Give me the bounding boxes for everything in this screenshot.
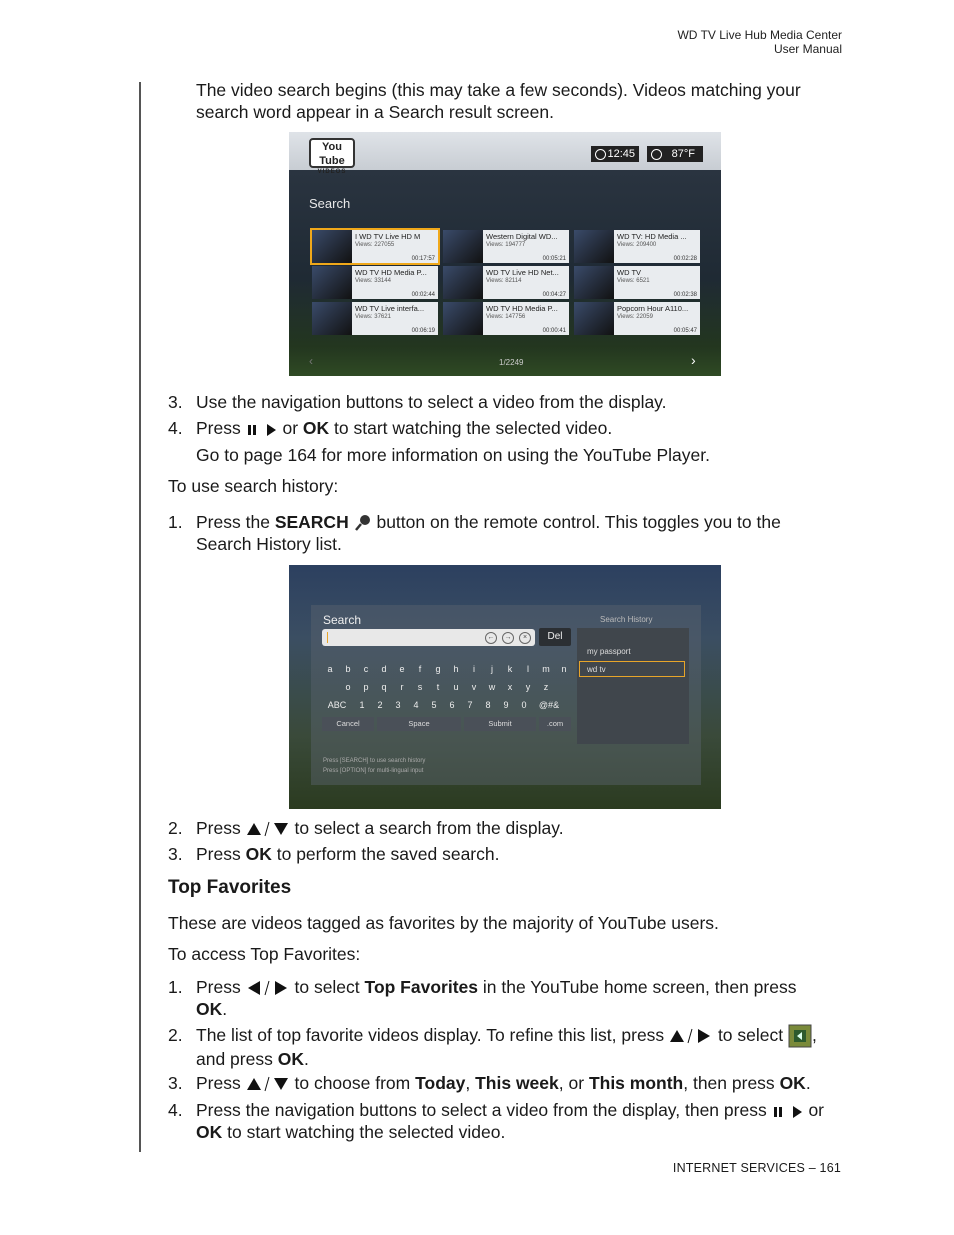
video-duration: 00:02:44 (411, 292, 435, 298)
back-icon[interactable]: ← (485, 632, 497, 644)
history-step-1: Press the SEARCH button on the remote control. This toggles you to the Search History list. (196, 512, 781, 554)
delete-button[interactable]: Del (539, 628, 571, 646)
keyboard-key[interactable]: y (525, 682, 531, 692)
access-intro: To access Top Favorites: (168, 944, 361, 964)
history-title: Search History (600, 615, 653, 624)
keyboard-key[interactable]: d (381, 664, 387, 674)
video-title: WD TV HD Media P... (486, 304, 558, 313)
page-footer: INTERNET SERVICES – 161 (672, 1161, 841, 1175)
video-title: WD TV: HD Media ... (617, 232, 687, 241)
intro-paragraph (196, 79, 801, 123)
cancel-key[interactable]: Cancel (322, 717, 374, 731)
clear-icon[interactable]: × (519, 632, 531, 644)
video-thumbnail (574, 302, 614, 335)
up-down-arrow-icon (246, 1076, 290, 1092)
search-icon (354, 514, 372, 532)
fav-step-4: Press the navigation buttons to select a video from the display, then press or OK to start watching the selected video. (196, 1100, 825, 1142)
keyboard-key[interactable]: b (345, 664, 351, 674)
keyboard-key[interactable]: 8 (485, 700, 491, 710)
prev-page-icon: ‹ (309, 354, 313, 368)
keyboard-key[interactable]: w (488, 682, 496, 692)
header-subtitle: User Manual (773, 42, 842, 56)
video-views: Views: 227055 (355, 242, 395, 248)
search-history-screenshot (289, 565, 721, 809)
forward-icon[interactable]: → (502, 632, 514, 644)
keyboard-key[interactable]: 1 (359, 700, 365, 710)
video-views: Views: 209400 (617, 242, 657, 248)
next-page-icon: › (691, 352, 696, 368)
keyboard-key[interactable]: f (418, 664, 422, 674)
video-duration: 00:05:47 (673, 328, 697, 334)
step-3-text: Use the navigation buttons to select a video from the display. (196, 392, 667, 412)
keyboard-key[interactable]: 0 (521, 700, 527, 710)
search-input[interactable] (322, 629, 535, 646)
intro-line-2: search word appear in a Search result screen. (196, 102, 554, 122)
history-item[interactable]: wd tv (587, 665, 606, 674)
fav-step-3: Press to choose from Today, This week, or This month, then press OK. (196, 1073, 811, 1093)
hint-text: Press [OPTION] for multi-lingual input (323, 768, 424, 774)
margin-rule (139, 82, 141, 1152)
video-duration: 00:04:27 (542, 292, 566, 298)
space-key[interactable]: Space (377, 717, 461, 731)
keyboard-key[interactable]: r (400, 682, 404, 692)
video-views: Views: 22059 (617, 314, 653, 320)
video-views: Views: 33144 (355, 278, 391, 284)
clock-display: 12:45 (591, 146, 639, 162)
video-views: Views: 82114 (486, 278, 522, 284)
video-views: Views: 37621 (355, 314, 391, 320)
step-number: 1. (168, 512, 183, 532)
keyboard-key[interactable]: 4 (413, 700, 419, 710)
video-duration: 00:05:21 (542, 256, 566, 262)
video-thumbnail (312, 230, 352, 263)
step-number: 3. (168, 392, 183, 412)
video-title: WD TV Live HD Net... (486, 268, 559, 277)
keyboard-key[interactable]: o (345, 682, 351, 692)
keyboard-key[interactable]: v (471, 682, 477, 692)
keyboard-key[interactable]: m (542, 664, 550, 674)
up-right-arrow-icon (669, 1028, 713, 1044)
video-duration: 00:02:28 (673, 256, 697, 262)
keyboard-key[interactable]: n (561, 664, 567, 674)
history-step-2: Press to select a search from the display. (196, 818, 564, 838)
video-views: Views: 194777 (486, 242, 526, 248)
video-thumbnail (443, 230, 483, 263)
keyboard-key[interactable]: g (435, 664, 441, 674)
video-tile[interactable] (574, 302, 700, 335)
keyboard-key[interactable]: 7 (467, 700, 473, 710)
clock-icon (595, 149, 606, 160)
video-thumbnail (574, 230, 614, 263)
video-title: Western Digital WD... (486, 232, 558, 241)
history-item[interactable]: my passport (587, 647, 631, 656)
section-description: These are videos tagged as favorites by the majority of YouTube users. (168, 913, 719, 933)
hint-text: Press [SEARCH] to use search history (323, 758, 426, 764)
running-header (677, 28, 842, 56)
sun-icon (651, 149, 662, 160)
left-right-arrow-icon (246, 980, 290, 996)
video-tile[interactable] (443, 230, 569, 263)
keyboard-key[interactable]: e (399, 664, 405, 674)
keyboard-key[interactable]: a (327, 664, 333, 674)
keyboard-key[interactable]: 2 (377, 700, 383, 710)
keyboard-key[interactable]: l (527, 664, 529, 674)
weather-display: 87°F (647, 146, 703, 162)
keyboard-key[interactable]: 3 (395, 700, 401, 710)
keyboard-key[interactable]: @#& (538, 700, 560, 710)
keyboard-key[interactable]: j (491, 664, 493, 674)
submit-key[interactable]: Submit (464, 717, 536, 731)
video-title: WD TV Live interfa... (355, 304, 425, 313)
video-duration: 00:00:41 (542, 328, 566, 334)
keyboard-key[interactable]: u (453, 682, 459, 692)
history-list (577, 628, 689, 744)
keyboard-key[interactable]: z (543, 682, 549, 692)
history-step-3: Press OK to perform the saved search. (196, 844, 500, 864)
play-pause-icon (772, 1104, 804, 1118)
keyboard-key[interactable]: c (363, 664, 369, 674)
step-number: 1. (168, 977, 183, 997)
step-number: 4. (168, 1100, 183, 1120)
video-views: Views: 147756 (486, 314, 526, 320)
filter-icon (788, 1024, 812, 1048)
video-thumbnail (312, 266, 352, 299)
video-tile[interactable] (574, 230, 700, 263)
screen-title: Search (309, 196, 351, 211)
video-duration: 00:06:19 (411, 328, 435, 334)
fav-step-1: Press to select Top Favorites in the YouTube home screen, then press OK. (196, 977, 797, 1019)
video-thumbnail (312, 302, 352, 335)
up-down-arrow-icon (246, 821, 290, 837)
video-title: Popcorn Hour A110... (617, 304, 689, 313)
video-title: WD TV (617, 268, 642, 277)
step-number: 2. (168, 1025, 183, 1045)
step-number: 3. (168, 1073, 183, 1093)
keyboard-key[interactable]: p (363, 682, 369, 692)
step-4-note: Go to page 164 for more information on using the YouTube Player. (196, 445, 710, 465)
step-number: 4. (168, 418, 183, 438)
keyboard-key[interactable]: k (507, 664, 513, 674)
page-indicator: 1/2249 (499, 358, 524, 367)
video-thumbnail (443, 302, 483, 335)
keyboard-key[interactable]: 9 (503, 700, 509, 710)
video-thumbnail (443, 266, 483, 299)
keyboard-key[interactable]: q (381, 682, 387, 692)
video-thumbnail (574, 266, 614, 299)
section-heading: Top Favorites (168, 877, 292, 898)
video-title: I WD TV Live HD M (355, 232, 421, 241)
play-pause-icon (246, 422, 278, 436)
history-intro: To use search history: (168, 476, 339, 496)
keyboard-key[interactable]: 6 (449, 700, 455, 710)
video-tile[interactable] (443, 266, 569, 299)
dotcom-key[interactable]: .com (539, 717, 571, 731)
text-cursor (327, 632, 328, 643)
step-number: 2. (168, 818, 183, 838)
video-tile[interactable] (443, 302, 569, 335)
video-views: Views: 6521 (617, 278, 650, 284)
step-4-text: Press or OK to start watching the selected video. (196, 418, 613, 438)
youtube-logo: You Tube VIDEOS (309, 138, 355, 168)
keyboard-key[interactable]: i (473, 664, 475, 674)
search-results-screenshot (289, 132, 721, 376)
keyboard-key[interactable]: ABC (327, 700, 347, 710)
step-number: 3. (168, 844, 183, 864)
screen-title: Search (323, 613, 362, 627)
keyboard-key[interactable]: 5 (431, 700, 437, 710)
video-title: WD TV HD Media P... (355, 268, 427, 277)
video-tile[interactable] (312, 266, 438, 299)
video-tile[interactable] (574, 266, 700, 299)
intro-line-1: The video search begins (this may take a few seconds). Videos matching your (196, 80, 801, 100)
video-duration: 00:02:38 (673, 292, 697, 298)
keyboard-key[interactable]: h (453, 664, 459, 674)
video-tile[interactable] (312, 230, 438, 263)
fav-step-2: The list of top favorite videos display. To refine this list, press to select , and press OK. (196, 1025, 817, 1070)
keyboard-key[interactable]: t (436, 682, 440, 692)
keyboard-key[interactable]: s (417, 682, 423, 692)
video-duration: 00:17:57 (411, 256, 435, 262)
video-tile[interactable] (312, 302, 438, 335)
keyboard-key[interactable]: x (507, 682, 513, 692)
header-title: WD TV Live Hub Media Center (677, 28, 842, 42)
